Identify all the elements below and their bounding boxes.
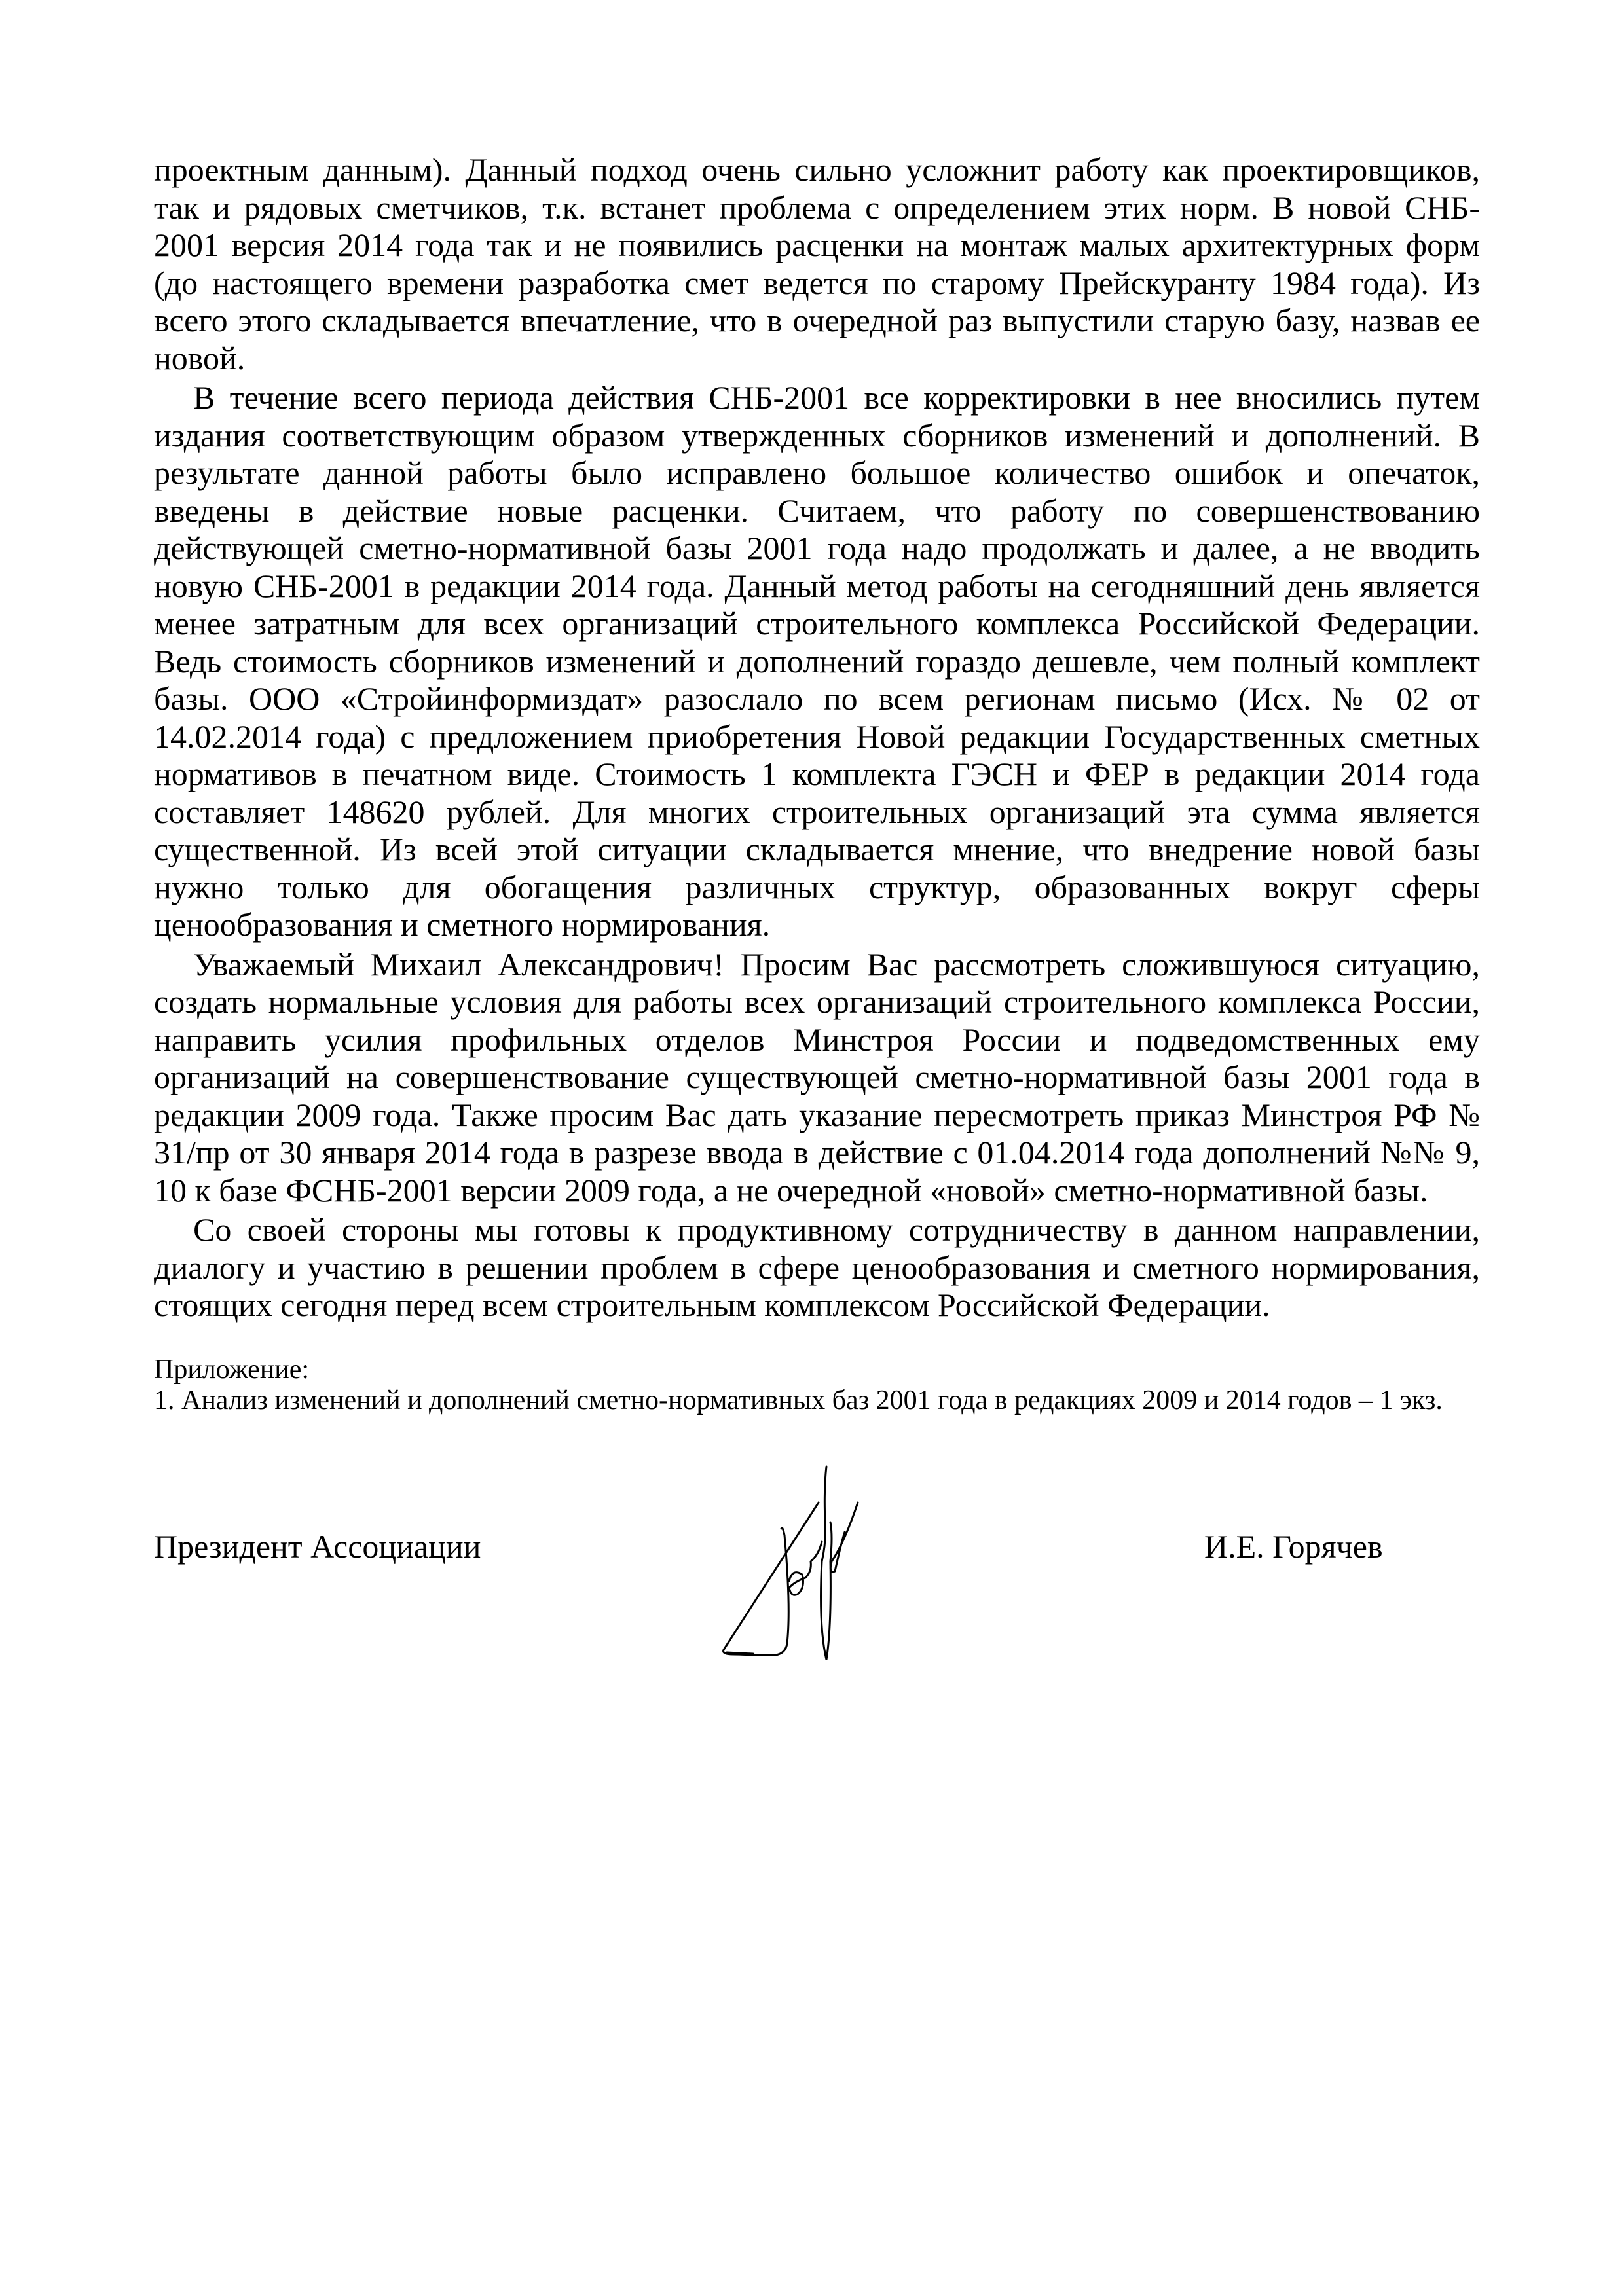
- text-line: всего этого складывается впечатление, что в очередной раз выпустили старую базу, назвав ее: [154, 302, 1480, 338]
- text-line: результате данной работы было исправлено большое количество ошибок и опечаток,: [154, 454, 1480, 491]
- paragraph: [154, 151, 1480, 377]
- text-line: издания соответствующим образом утвержденных сборников изменений и дополнений. В: [154, 416, 1480, 454]
- paragraph: [154, 946, 1480, 1210]
- attachment-section: [154, 1355, 1443, 1416]
- text-line: нужно только для обогащения различных структур, образованных вокруг сферы: [154, 868, 1480, 905]
- text-line: Уважаемый Михаил Александрович! Просим Вас рассмотреть сложившуюся ситуацию,: [193, 945, 1480, 983]
- text-line: создать нормальные условия для работы всех организаций строительного комплекса России,: [154, 983, 1480, 1020]
- text-line: направить усилия профильных отделов Минстроя России и подведомственных ему: [154, 1021, 1480, 1058]
- text-line: нормативов в печатном виде. Стоимость 1 комплекта ГЭСН и ФЕР в редакции 2014 года: [154, 756, 1480, 792]
- text-line: так и рядовых сметчиков, т.к. встанет проблема с определением этих норм. В новой СНБ-: [154, 189, 1480, 226]
- text-line: 2001 версия 2014 года так и не появились расценки на монтаж малых архитектурных форм: [154, 227, 1480, 263]
- text-line: 10 к базе ФСНБ-2001 версии 2009 года, а не очередной «новой» сметно-нормативной базы.: [154, 1171, 1428, 1209]
- text-line: Со своей стороны мы готовы к продуктивному сотрудничеству в данном направлении,: [193, 1211, 1480, 1248]
- text-line: (до настоящего времени разработка смет ведется по старому Прейскуранту 1984 года). Из: [154, 264, 1480, 301]
- text-line: менее затратным для всех организаций строительного комплекса Российской Федерации.: [154, 605, 1480, 642]
- signer-name: И.Е. Горячев: [1204, 1528, 1383, 1565]
- paragraph: [154, 379, 1480, 944]
- signature-loop: [789, 1542, 822, 1595]
- text-line: организаций на совершенствование существующей сметно-нормативной базы 2001 года в: [154, 1059, 1480, 1095]
- text-line: редакции 2009 года. Также просим Вас дать указание пересмотреть приказ Минстроя РФ №: [154, 1096, 1480, 1133]
- text-line: новую СНБ-2001 в редакции 2014 года. Данный метод работы на сегодняшний день является: [154, 567, 1480, 604]
- text-line: базы. ООО «Стройинформиздат» разослало по всем регионам письмо (Исх. № 02 от: [154, 680, 1480, 717]
- signer-position: Президент Ассоциации: [154, 1528, 481, 1565]
- attachment-heading: Приложение:: [154, 1355, 310, 1385]
- text-line: существенной. Из всей этой ситуации складывается мнение, что внедрение новой базы: [154, 831, 1480, 867]
- handwritten-signature: [714, 1463, 936, 1666]
- text-line: 31/пр от 30 января 2014 года в разрезе ввода в действие с 01.04.2014 года дополнений №№ 9,: [154, 1134, 1480, 1171]
- signature-underline: [727, 1653, 753, 1654]
- text-line: диалогу и участию в решении проблем в сфере ценообразования и сметного нормирования,: [154, 1248, 1480, 1286]
- letter-body: [154, 151, 1480, 1326]
- text-line: введены в действие новые расценки. Считаем, что работу по совершенствованию: [154, 492, 1480, 529]
- text-line: стоящих сегодня перед всем строительным комплексом Российской Федерации.: [154, 1286, 1270, 1323]
- text-line: проектным данным). Данный подход очень сильно усложнит работу как проектировщиков,: [154, 151, 1480, 188]
- text-line: ценообразования и сметного нормирования.: [154, 906, 771, 943]
- attachment-item: 1. Анализ изменений и дополнений сметно-нормативных баз 2001 года в редакциях 2009 и 2014 годов – 1 экз.: [154, 1385, 1443, 1415]
- text-line: В течение всего периода действия СНБ-2001 все корректировки в нее вносились путем: [193, 379, 1480, 416]
- text-line: составляет 148620 рублей. Для многих строительных организаций эта сумма является: [154, 793, 1480, 830]
- text-line: действующей сметно-нормативной базы 2001 года надо продолжать и далее, а не вводить: [154, 530, 1480, 566]
- paragraph: [154, 1211, 1480, 1324]
- signature-flourish: [830, 1503, 858, 1572]
- text-line: Ведь стоимость сборников изменений и дополнений гораздо дешевле, чем полный комплект: [154, 642, 1480, 680]
- text-line: 14.02.2014 года) с предложением приобретения Новой редакции Государственных сметных: [154, 718, 1480, 755]
- text-line: новой.: [154, 339, 246, 376]
- signature-tall-stroke: [821, 1467, 832, 1660]
